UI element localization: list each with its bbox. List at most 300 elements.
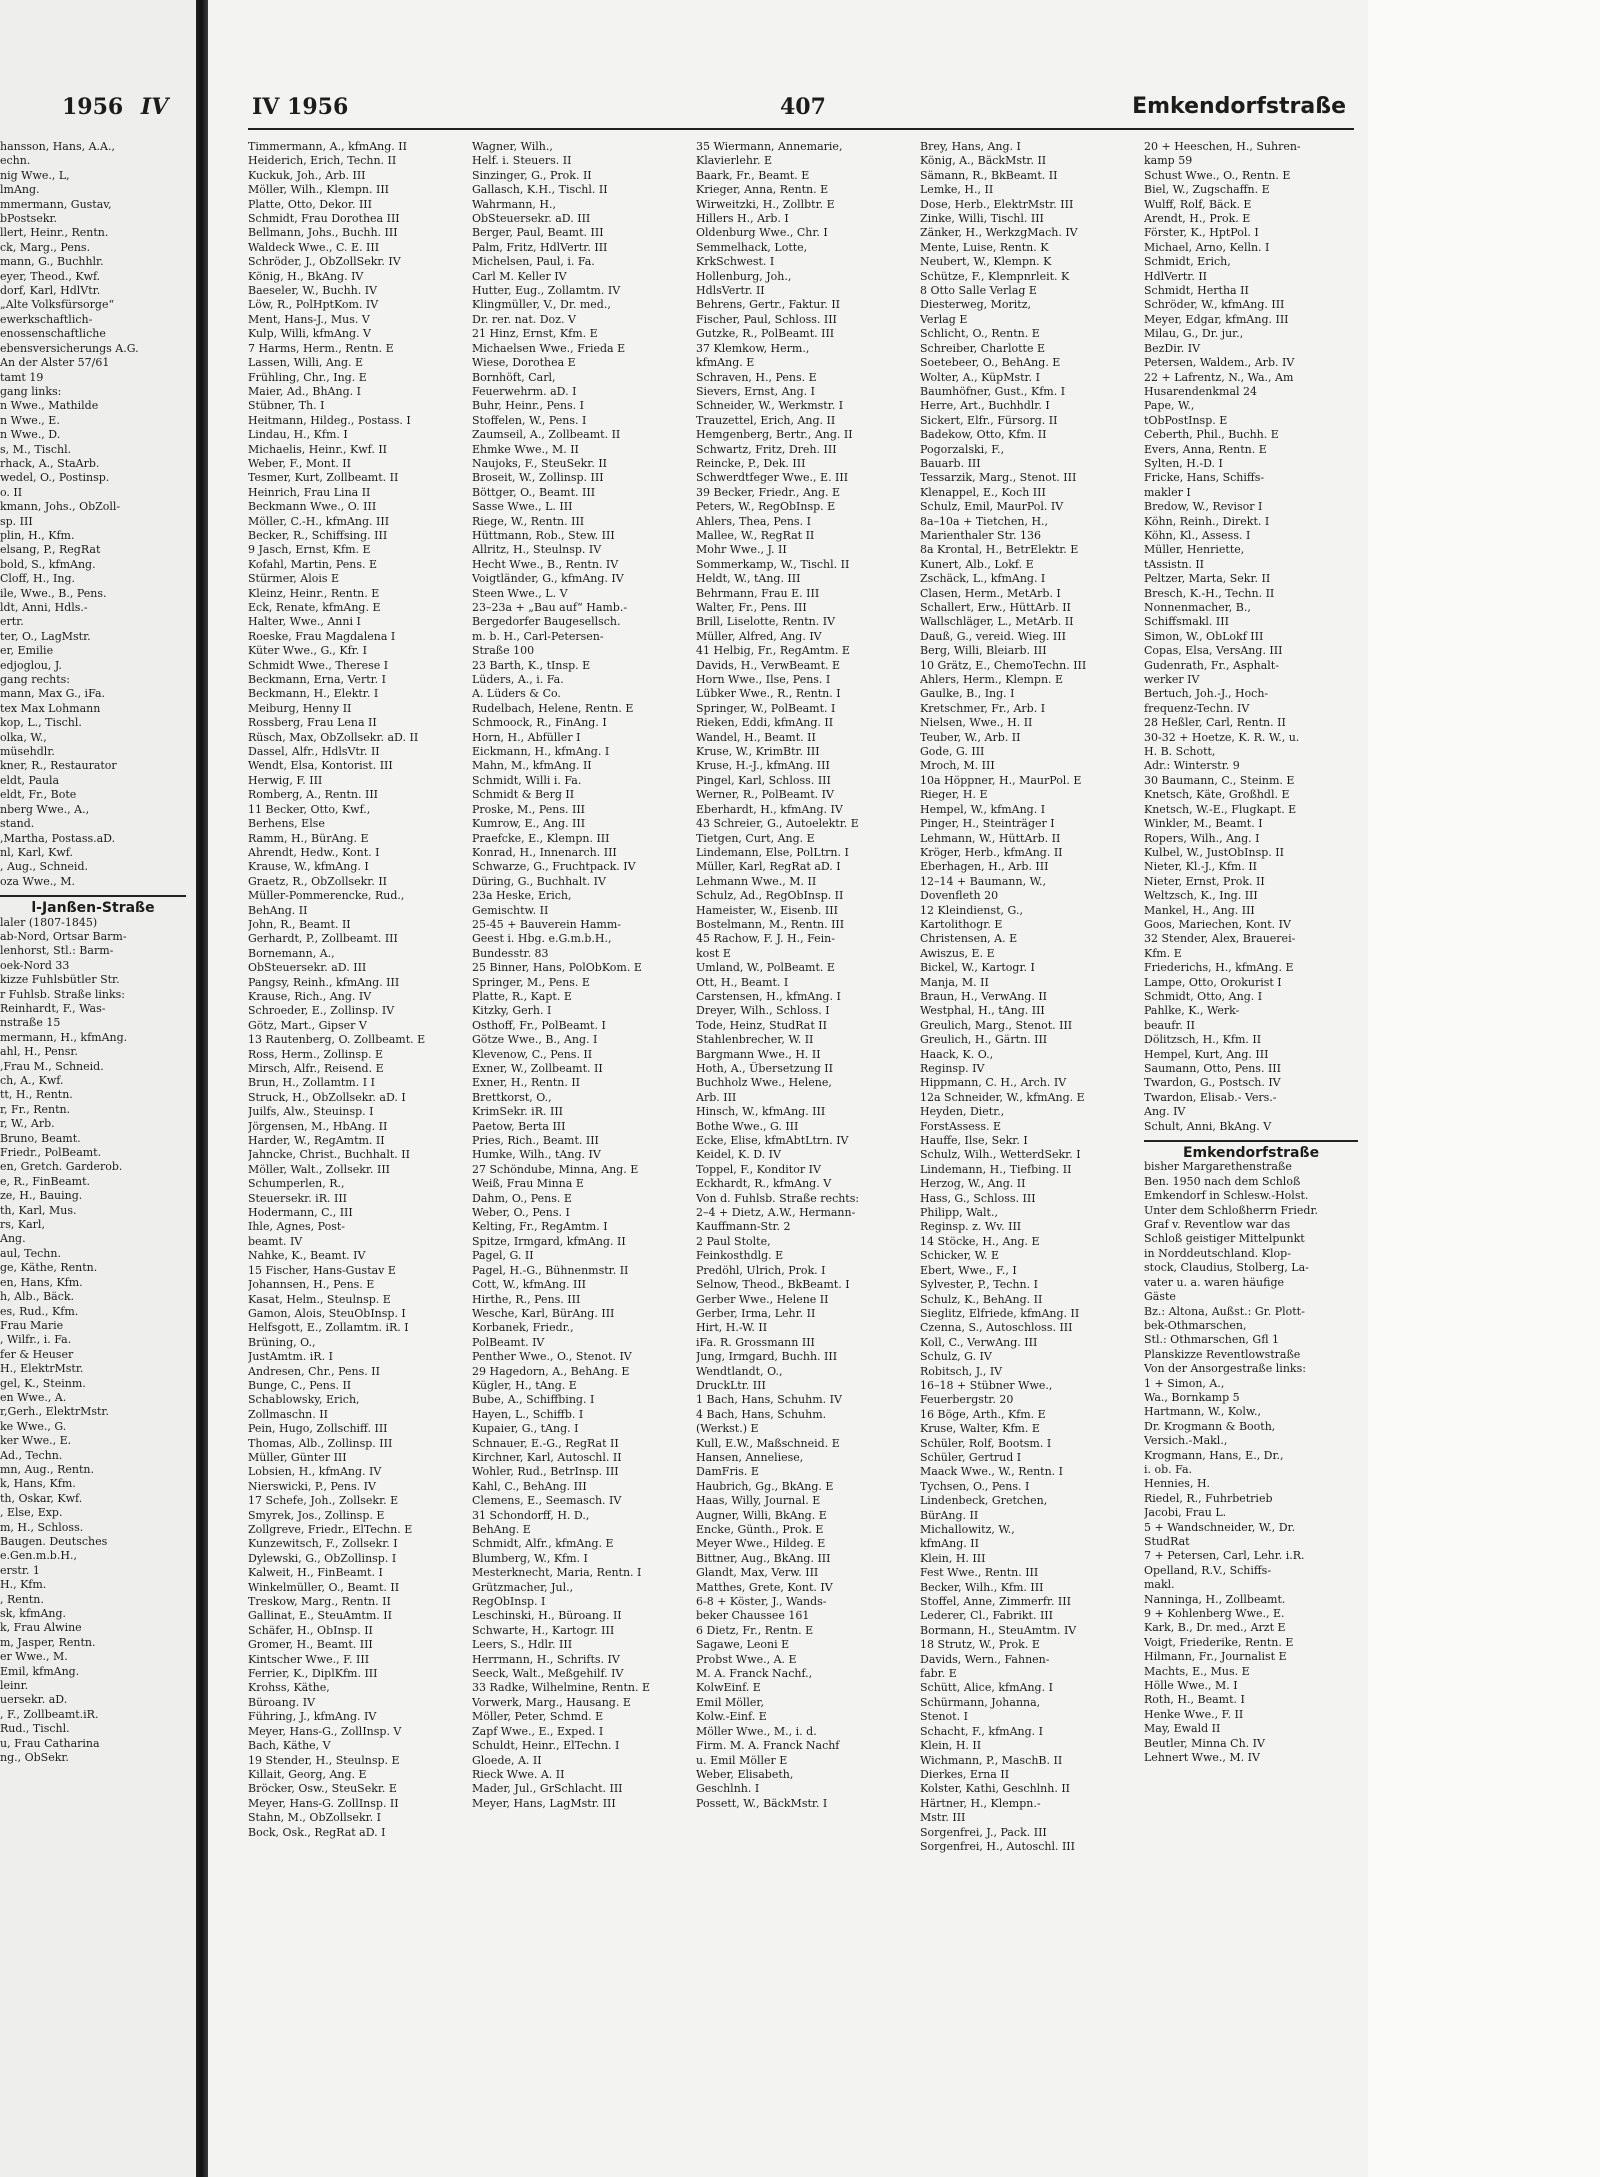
listing-line: Kruse, H.-J., kfmAng. III — [696, 759, 830, 773]
listing-line: nig Wwe., L, — [0, 168, 70, 182]
listing-line: Schiffsmakl. III — [1144, 615, 1229, 629]
listing-line: Von der Ansorgestraße links: — [1144, 1362, 1306, 1376]
listing-line: Lindenbeck, Gretchen, — [920, 1494, 1048, 1508]
listing-line: Zinke, Willi, Tischl. III — [920, 212, 1044, 226]
listing-line: Smyrek, Jos., Zollinsp. E — [248, 1508, 385, 1522]
listing-line: Krohss, Käthe, — [248, 1681, 330, 1695]
listing-line: Dassel, Alfr., HdlsVtr. II — [248, 745, 380, 759]
listing-line: m, Jasper, Rentn. — [0, 1635, 96, 1649]
listing-line: Wohler, Rud., BetrInsp. III — [472, 1465, 619, 1479]
listing-line: „Alte Volksfürsorge“ — [0, 298, 115, 312]
listing-line: Fest Wwe., Rentn. III — [920, 1566, 1039, 1580]
listing-line: Geest i. Hbg. e.G.m.b.H., — [472, 932, 612, 946]
listing-line: Müller, Karl, RegRat aD. I — [696, 860, 841, 874]
listing-line: Mente, Luise, Rentn. K — [920, 240, 1049, 254]
listing-line: lmAng. — [0, 183, 40, 197]
listing-line: tAssistn. II — [1144, 557, 1205, 571]
page-header-left: IV 1956 — [252, 94, 349, 120]
listing-line: Herzog, W., Ang. II — [920, 1177, 1026, 1191]
listing-line: 6 Dietz, Fr., Rentn. E — [696, 1623, 814, 1637]
listing-line: kfmAng. II — [920, 1537, 979, 1551]
listing-line: Clasen, Herm., MetArb. I — [920, 586, 1061, 600]
listing-line: Springer, W., PolBeamt. I — [696, 701, 836, 715]
listing-line: Mesterknecht, Maria, Rentn. I — [472, 1566, 642, 1580]
listing-line: Emil Möller, — [696, 1695, 764, 1709]
listing-line: Friederichs, H., kfmAng. E — [1144, 961, 1294, 975]
listing-line: Tesmer, Kurt, Zollbeamt. II — [248, 471, 399, 485]
listing-line: Lederer, Cl., Fabrikt. III — [920, 1609, 1053, 1623]
listing-line: Bredow, W., Revisor I — [1144, 500, 1263, 514]
listing-line: Paetow, Berta III — [472, 1119, 566, 1133]
listing-line: kop, L., Tischl. — [0, 716, 82, 730]
listing-line: Praefcke, E., Klempn. III — [472, 831, 610, 845]
listing-line: Tode, Heinz, StudRat II — [696, 1018, 827, 1032]
listing-line: Jahncke, Christ., Buchhalt. II — [248, 1148, 410, 1162]
listing-line: Lindemann, Else, PolLtrn. I — [696, 845, 849, 859]
listing-line: , Rentn. — [0, 1592, 44, 1606]
listing-line: Möller, Walt., Zollsekr. III — [248, 1162, 391, 1176]
listing-line: 8a–10a + Tietchen, H., — [920, 514, 1049, 528]
listing-line: Götze Wwe., B., Ang. I — [472, 1033, 598, 1047]
listing-line: en Wwe., A. — [0, 1390, 67, 1404]
listing-line: Schmidt, Alfr., kfmAng. E — [472, 1537, 614, 1551]
column-4 — [920, 140, 1138, 1854]
listing-line: Dreyer, Wilh., Schloss. I — [696, 1004, 830, 1018]
listing-line: frequenz-Techn. IV — [1144, 701, 1250, 715]
listing-line: Führing, J., kfmAng. IV — [248, 1710, 377, 1724]
column-1 — [248, 140, 466, 1840]
listing-line: m, H., Schloss. — [0, 1520, 84, 1534]
listing-line: Haas, Willy, Journal. E — [696, 1494, 821, 1508]
listing-line: BürAng. II — [920, 1508, 979, 1522]
listing-line: k, Frau Alwine — [0, 1621, 82, 1635]
listing-line: Stürmer, Alois E — [248, 572, 340, 586]
listing-line: Carstensen, H., kfmAng. I — [696, 989, 841, 1003]
listing-line: Humke, Wilh., tAng. IV — [472, 1148, 601, 1162]
listing-line: Winkelmüller, O., Beamt. II — [248, 1580, 400, 1594]
listing-line: ,Frau M., Schneid. — [0, 1059, 104, 1073]
listing-line: makler I — [1144, 485, 1191, 499]
book-spine — [196, 0, 208, 2177]
listing-line: Schmidt, Erich, — [1144, 255, 1231, 269]
listing-line: Geschlnh. I — [696, 1782, 760, 1796]
listing-line: e.Gen.m.b.H., — [0, 1549, 77, 1563]
listing-line: Nahke, K., Beamt. IV — [248, 1249, 366, 1263]
listing-line: ge, Käthe, Rentn. — [0, 1261, 98, 1275]
listing-line: Westphal, H., tAng. III — [920, 1004, 1045, 1018]
listing-line: ker Wwe., E. — [0, 1434, 72, 1448]
listing-line: Gode, G. III — [920, 745, 985, 759]
listing-line: Lindemann, H., Tiefbing. II — [920, 1162, 1072, 1176]
listing-line: Davids, H., VerwBeamt. E — [696, 658, 841, 672]
listing-line: mermann, H., kfmAng. — [0, 1030, 128, 1044]
listing-line: Toppel, F., Konditor IV — [696, 1162, 821, 1176]
listing-line: Brey, Hans, Ang. I — [920, 140, 1021, 153]
listing-line: H. B. Schott, — [1144, 745, 1216, 759]
listing-line: Zapf Wwe., E., Exped. I — [472, 1724, 604, 1738]
listing-line: Kull, E.W., Maßschneid. E — [696, 1436, 840, 1450]
listing-line: Ang. — [0, 1232, 26, 1246]
listing-line: 35 Wiermann, Annemarie, — [696, 140, 843, 153]
listing-line: Bickel, W., Kartogr. I — [920, 961, 1035, 975]
listing-line: Mankel, H., Ang. III — [1144, 903, 1255, 917]
listing-line: lenhorst, Stl.: Barm- — [0, 944, 114, 958]
listing-line: Pagel, G. II — [472, 1249, 534, 1263]
listing-line: Weber, O., Pens. I — [472, 1206, 570, 1220]
listing-line: Müller, Alfred, Ang. IV — [696, 629, 822, 643]
listing-line: Glandt, Max, Verw. III — [696, 1566, 819, 1580]
listing-line: ldt, Anni, Hdls.- — [0, 601, 88, 614]
listing-line: Blumberg, W., Kfm. I — [472, 1551, 588, 1565]
listing-line: 21 Hinz, Ernst, Kfm. E — [472, 327, 598, 341]
listing-line: 19 Stender, H., Steulnsp. E — [248, 1753, 400, 1767]
listing-line: Leers, S., Hdlr. III — [472, 1638, 573, 1652]
listing-line: Pingel, Karl, Schloss. III — [696, 773, 831, 787]
listing-line: Bock, Osk., RegRat aD. I — [248, 1825, 386, 1839]
listing-line: uersekr. aD. — [0, 1693, 68, 1707]
listing-line: Klein, H. II — [920, 1739, 982, 1753]
listing-line: rhack, A., StaArb. — [0, 456, 100, 470]
listing-line: Schwarze, G., Fruchtpack. IV — [472, 860, 636, 874]
listing-line: Hippmann, C. H., Arch. IV — [920, 1076, 1067, 1090]
listing-line: Becker, R., Schiffsing. III — [248, 528, 388, 542]
listing-line: Buhr, Heinr., Pens. I — [472, 399, 585, 413]
listing-line: 23–23a + „Bau auf“ Hamb.- — [472, 601, 628, 614]
listing-line: en, Hans, Kfm. — [0, 1275, 83, 1289]
listing-line: Kuckuk, Joh., Arb. III — [248, 168, 366, 182]
listing-line: Bube, A., Schiffbing. I — [472, 1393, 595, 1407]
listing-line: Becker, Wilh., Kfm. III — [920, 1580, 1044, 1594]
listing-line: Goos, Mariechen, Kont. IV — [1144, 917, 1291, 931]
listing-line: Killait, Georg, Ang. E — [248, 1767, 367, 1781]
listing-line: Kupaier, G., tAng. I — [472, 1422, 579, 1436]
listing-line: Czenna, S., Autoschloss. III — [920, 1321, 1073, 1335]
listing-line: 32 Stender, Alex, Brauerei- — [1144, 932, 1296, 946]
listing-line: Lübker Wwe., R., Rentn. I — [696, 687, 841, 701]
listing-line: Vorwerk, Marg., Hausang. E — [472, 1695, 631, 1709]
listing-line: Johannsen, H., Pens. E — [248, 1278, 375, 1292]
listing-line: Meyer Wwe., Hildeg. E — [696, 1537, 826, 1551]
listing-line: fer & Heuser — [0, 1347, 74, 1361]
listing-line: Mroch, M. III — [920, 759, 995, 773]
listing-line: Kelting, Fr., RegAmtm. I — [472, 1220, 608, 1234]
listing-line: gang rechts: — [0, 673, 71, 687]
listing-line: Neubert, W., Klempn. K — [920, 255, 1052, 269]
listing-line: Zaumseil, A., Zollbeamt. II — [472, 428, 621, 442]
listing-line: Cloff, H., Ing. — [0, 572, 76, 586]
listing-line: tex Max Lohmann — [0, 701, 101, 715]
listing-line: tt, H., Rentn. — [0, 1088, 73, 1102]
listing-line: Graetz, R., ObZollsekr. II — [248, 874, 388, 888]
listing-line: Kleinz, Heinr., Rentn. E — [248, 586, 380, 600]
listing-line: Behrmann, Frau E. III — [696, 586, 820, 600]
listing-line: Jörgensen, M., HbAng. II — [248, 1119, 388, 1133]
listing-line: Badekow, Otto, Kfm. II — [920, 428, 1047, 442]
listing-line: Thomas, Alb., Zollinsp. III — [248, 1436, 393, 1450]
listing-line: Berger, Paul, Beamt. III — [472, 226, 604, 240]
listing-line: Hameister, W., Eisenb. III — [696, 903, 838, 917]
listing-line: leinr. — [0, 1679, 29, 1693]
listing-line: Knetsch, W.-E., Flugkapt. E — [1144, 802, 1297, 816]
listing-line: Schacht, F., kfmAng. I — [920, 1724, 1043, 1738]
listing-line: Gutzke, R., PolBeamt. III — [696, 327, 835, 341]
listing-line: Sasse Wwe., L. III — [472, 500, 573, 514]
listing-line: Ahlers, Thea, Pens. I — [696, 514, 811, 528]
listing-line: n Wwe., E. — [0, 413, 60, 427]
listing-line: Schwerdtfeger Wwe., E. III — [696, 471, 849, 485]
listing-line: Stoffel, Anne, Zimmerfr. III — [920, 1595, 1071, 1609]
listing-line: e, R., FinBeamt. — [0, 1174, 91, 1188]
listing-line: 12–14 + Baumann, W., — [920, 874, 1046, 888]
listing-line: Hodermann, C., III — [248, 1206, 353, 1220]
listing-line: 5 + Wandschneider, W., Dr. — [1144, 1520, 1296, 1534]
listing-line: Feinkosthdlg. E — [696, 1249, 784, 1263]
listing-line: Planskizze Reventlowstraße — [1144, 1347, 1301, 1361]
listing-line: tObPostInsp. E — [1144, 413, 1228, 427]
listing-line: 9 Jasch, Ernst, Kfm. E — [248, 543, 371, 557]
listing-line: Broseit, W., Zollinsp. III — [472, 471, 604, 485]
listing-line: kost E — [696, 946, 731, 960]
listing-line: ch, A., Kwf. — [0, 1074, 64, 1087]
listing-line: Lampe, Otto, Orokurist I — [1144, 975, 1282, 989]
listing-line: Cott, W., kfmAng. III — [472, 1278, 587, 1292]
listing-line: nl, Karl, Kwf. — [0, 845, 73, 859]
listing-line: Bergedorfer Baugesellsch. — [472, 615, 621, 629]
listing-line: Nanninga, H., Zollbeamt. — [1144, 1592, 1286, 1606]
listing-line: Exner, H., Rentn. II — [472, 1076, 581, 1090]
listing-line: Gloede, A. II — [472, 1753, 542, 1767]
listing-line: Gamon, Alois, SteuObInsp. I — [248, 1306, 406, 1320]
listing-line: Pogorzalski, F., — [920, 442, 1005, 456]
listing-line: Müller, Henriette, — [1144, 543, 1245, 557]
listing-line: May, Ewald II — [1144, 1722, 1221, 1736]
listing-line: Bundesstr. 83 — [472, 946, 549, 960]
listing-line: Helf. i. Steuers. II — [472, 154, 572, 168]
listing-line: Lassen, Willi, Ang. E — [248, 356, 364, 370]
listing-line: Dölitzsch, H., Kfm. II — [1144, 1033, 1262, 1047]
listing-line: 45 Rachow, F. J. H., Fein- — [696, 932, 835, 946]
listing-line: Bertuch, Joh.-J., Hoch- — [1144, 687, 1269, 701]
listing-line: Biel, W., Zugschaffn. E — [1144, 183, 1270, 197]
listing-line: Frau Marie — [0, 1318, 64, 1332]
listing-line: kfmAng. E — [696, 356, 755, 370]
listing-line: Weber, F., Mont. II — [248, 456, 351, 470]
listing-line: Unter dem Schloßherrn Friedr. — [1144, 1203, 1318, 1217]
listing-line: Pries, Rich., Beamt. III — [472, 1134, 599, 1148]
listing-line: Meyer, Edgar, kfmAng. III — [1144, 312, 1289, 326]
listing-line: Heldt, W., tAng. III — [696, 572, 801, 586]
listing-line: Winkler, M., Beamt. I — [1144, 817, 1263, 831]
listing-line: Kofahl, Martin, Pens. E — [248, 557, 378, 571]
listing-line: Bröcker, Osw., SteuSekr. E — [248, 1782, 397, 1796]
listing-line: Sorgenfrei, J., Pack. III — [920, 1825, 1047, 1839]
listing-line: iFa. R. Grossmann III — [696, 1335, 815, 1349]
listing-line: Herre, Art., Buchhdlr. I — [920, 399, 1050, 413]
listing-line: Philipp, Walt., — [920, 1206, 998, 1220]
listing-line: ObSteuersekr. aD. III — [248, 961, 367, 975]
listing-line: Arendt, H., Prok. E — [1144, 212, 1251, 226]
listing-line: 37 Klemkow, Herm., — [696, 341, 810, 355]
listing-line: M. A. Franck Nachf., — [696, 1667, 813, 1681]
page-header-street: Emkendorfstraße — [1132, 94, 1346, 119]
listing-line: Schmidt & Berg II — [472, 788, 575, 802]
listing-line: Maier, Ad., BhAng. I — [248, 384, 361, 398]
listing-line: oek-Nord 33 — [0, 958, 70, 972]
listing-line: Greulich, H., Gärtn. III — [920, 1033, 1048, 1047]
listing-line: Kumrow, E., Ang. III — [472, 817, 586, 831]
listing-line: Ad., Techn. — [0, 1448, 63, 1462]
listing-line: Husarendenkmal 24 — [1144, 384, 1258, 398]
listing-line: Schwartz, Fritz, Dreh. III — [696, 442, 837, 456]
listing-line: Ahlers, Herm., Klempn. E — [920, 673, 1064, 687]
listing-line: Krause, W., kfmAng. I — [248, 860, 369, 874]
listing-line: Kruse, Walter, Kfm. E — [920, 1422, 1040, 1436]
listing-line: Michelsen, Paul, i. Fa. — [472, 255, 595, 269]
listing-line: 11 Becker, Otto, Kwf., — [248, 802, 371, 816]
listing-line: Rüsch, Max, ObZollsekr. aD. II — [248, 730, 419, 744]
listing-line: beker Chaussee 161 — [696, 1609, 810, 1623]
listing-line: Spitze, Irmgard, kfmAng. II — [472, 1234, 626, 1248]
listing-line: Davids, Wern., Fahnen- — [920, 1652, 1050, 1666]
listing-line: Horn, H., Abfüller I — [472, 730, 581, 744]
listing-line: müsehdlr. — [0, 745, 55, 759]
listing-line: , Else, Exp. — [0, 1506, 63, 1520]
listing-line: Friedr., PolBeamt. — [0, 1146, 102, 1160]
listing-line: Kruse, W., KrimBtr. III — [696, 745, 820, 759]
listing-line: 14 Stöcke, H., Ang. E — [920, 1234, 1040, 1248]
listing-line: Struck, H., ObZollsekr. aD. I — [248, 1090, 406, 1104]
listing-line: Büroang. IV — [248, 1695, 316, 1709]
listing-line: 20 + Heeschen, H., Suhren- — [1144, 140, 1301, 153]
listing-line: Müller-Pommerencke, Rud., — [248, 889, 405, 903]
listing-line: Schütze, F., Klempnrleit. K — [920, 269, 1070, 283]
listing-line: Kauffmann-Str. 2 — [696, 1220, 791, 1234]
listing-line: laler (1807-1845) — [0, 915, 98, 929]
listing-line: Schreiber, Charlotte E — [920, 341, 1045, 355]
listing-line: Schürmann, Johanna, — [920, 1695, 1041, 1709]
listing-line: Fricke, Hans, Schiffs- — [1144, 471, 1265, 485]
listing-line: Tietgen, Curt, Ang. E — [696, 831, 815, 845]
listing-line: Meyer, Hans-G., ZollInsp. V — [248, 1724, 402, 1738]
listing-line: Berhens, Else — [248, 817, 325, 831]
column-2 — [472, 140, 690, 1811]
listing-line: Gaulke, B., Ing. I — [920, 687, 1015, 701]
listing-line: Weltzsch, K., Ing. III — [1144, 889, 1258, 903]
listing-line: Schult, Anni, BkAng. V — [1144, 1119, 1272, 1133]
listing-line: Hecht Wwe., B., Rentn. IV — [472, 557, 619, 571]
listing-line: Bornhöft, Carl, — [472, 370, 556, 384]
listing-line: Palm, Fritz, HdlVertr. III — [472, 240, 608, 254]
listing-line: 43 Schreier, G., Autoelektr. E — [696, 817, 859, 831]
listing-line: Schloß geistiger Mittelpunkt — [1144, 1232, 1305, 1246]
listing-line: Schmidt, Hertha II — [1144, 284, 1249, 298]
listing-line: Hirthe, R., Pens. III — [472, 1292, 581, 1306]
listing-line: BezDir. IV — [1144, 341, 1201, 355]
listing-line: DamFris. E — [696, 1465, 759, 1479]
listing-line: Wandel, H., Beamt. II — [696, 730, 816, 744]
listing-line: Pinger, H., Steinträger I — [920, 817, 1055, 831]
listing-line: Herrmann, H., Schrifts. IV — [472, 1652, 620, 1666]
listing-line: Meyer, Hans, LagMstr. III — [472, 1796, 616, 1810]
listing-line: Schulz, Wilh., WetterdSekr. I — [920, 1148, 1081, 1162]
listing-line: 7 + Petersen, Carl, Lehr. i.R. — [1144, 1549, 1305, 1563]
listing-line: Firm. M. A. Franck Nachf — [696, 1739, 840, 1753]
listing-line: Encke, Günth., Prok. E — [696, 1523, 824, 1536]
listing-line: Tychsen, O., Pens. I — [920, 1479, 1030, 1493]
listing-line: Heinrich, Frau Lina II — [248, 485, 371, 499]
street-heading: l-Janßen-Straße — [0, 895, 186, 915]
listing-line: Opelland, R.V., Schiffs- — [1144, 1563, 1272, 1577]
listing-line: ahl, H., Pensr. — [0, 1045, 78, 1059]
listing-line: ewerkschaftlich- — [0, 312, 93, 326]
listing-line: Schütt, Alice, kfmAng. I — [920, 1681, 1053, 1695]
listing-line: Gerber Wwe., Helene II — [696, 1292, 829, 1306]
listing-line: H., ElektrMstr. — [0, 1362, 84, 1376]
listing-line: kmann, Johs., ObZoll- — [0, 500, 121, 514]
listing-line: Nieter, Ernst, Prok. II — [1144, 874, 1265, 888]
directory-page — [208, 0, 1368, 2177]
listing-line: StudRat — [1144, 1535, 1190, 1548]
listing-line: Machts, E., Mus. E — [1144, 1664, 1250, 1678]
listing-line: Jacobi, Frau L. — [1144, 1506, 1227, 1520]
listing-line: Schröder, J., ObZollSekr. IV — [248, 255, 401, 269]
listing-line: Hass, G., Schloss. III — [920, 1191, 1036, 1205]
listing-line: Platte, R., Kapt. E — [472, 989, 572, 1003]
listing-line: Baeseler, W., Buchh. IV — [248, 284, 378, 298]
listing-line: tamt 19 — [0, 370, 44, 384]
listing-line: Bargmann Wwe., H. II — [696, 1047, 821, 1061]
listing-line: ze, H., Bauing. — [0, 1189, 83, 1203]
listing-line: Braun, H., VerwAng. II — [920, 989, 1048, 1003]
listing-line: Löw, R., PolHptKom. IV — [248, 298, 379, 312]
listing-line: Frühling, Chr., Ing. E — [248, 370, 367, 384]
listing-line: 12 Kleindienst, G., — [920, 903, 1023, 917]
listing-line: Twardon, Elisab.- Vers.- — [1144, 1090, 1277, 1104]
listing-line: Michaelis, Heinr., Kwf. II — [248, 442, 388, 456]
listing-line: Reginsp. IV — [920, 1062, 985, 1075]
listing-line: Reginsp. z. Wv. III — [920, 1220, 1022, 1234]
listing-line: Schneider, W., Werkmstr. I — [696, 399, 844, 413]
listing-line: John, R., Beamt. II — [248, 917, 351, 931]
listing-line: Stenot. I — [920, 1710, 968, 1724]
listing-line: Ramm, H., BürAng. E — [248, 831, 369, 845]
listing-line: Sommerkamp, W., Tischl. II — [696, 557, 850, 571]
listing-line: Pangsy, Reinh., kfmAng. III — [248, 975, 400, 989]
listing-line: Hayen, L., Schiffb. I — [472, 1407, 584, 1421]
listing-line: 2–4 + Dietz, A.W., Hermann- — [696, 1206, 856, 1220]
listing-line: Härtner, H., Klempn.- — [920, 1796, 1041, 1810]
listing-line: Götz, Mart., Gipser V — [248, 1018, 367, 1032]
listing-line: An der Alster 57/61 — [0, 356, 110, 370]
listing-line: Möller, Wilh., Klempn. III — [248, 183, 390, 197]
listing-line: Schwarte, H., Kartogr. III — [472, 1623, 615, 1637]
listing-line: Heitmann, Hildeg., Postass. I — [248, 413, 411, 427]
listing-line: gel, K., Steinm. — [0, 1376, 86, 1390]
listing-line: Schmidt Wwe., Therese I — [248, 658, 389, 672]
listing-line: Riedel, R., Fuhrbetrieb — [1144, 1491, 1273, 1505]
listing-line: 10 Grätz, E., ChemoTechn. III — [920, 658, 1087, 672]
listing-line: Schuldt, Heinr., ElTechn. I — [472, 1739, 620, 1753]
listing-line: Kulbel, W., JustObInsp. II — [1144, 845, 1284, 859]
listing-line: Penther Wwe., O., Stenot. IV — [472, 1350, 632, 1364]
listing-line: Klenappel, E., Koch III — [920, 485, 1046, 499]
listing-line: Gallinat, E., SteuAmtm. II — [248, 1609, 392, 1623]
listing-line: Eberhardt, H., kfmAng. IV — [696, 802, 843, 816]
listing-line: Arb. III — [696, 1090, 737, 1104]
listing-line: Selnow, Theod., BkBeamt. I — [696, 1278, 850, 1292]
listing-line: Zschäck, L., kfmAng. I — [920, 572, 1046, 586]
listing-line: Düring, G., Buchhalt. IV — [472, 874, 606, 888]
